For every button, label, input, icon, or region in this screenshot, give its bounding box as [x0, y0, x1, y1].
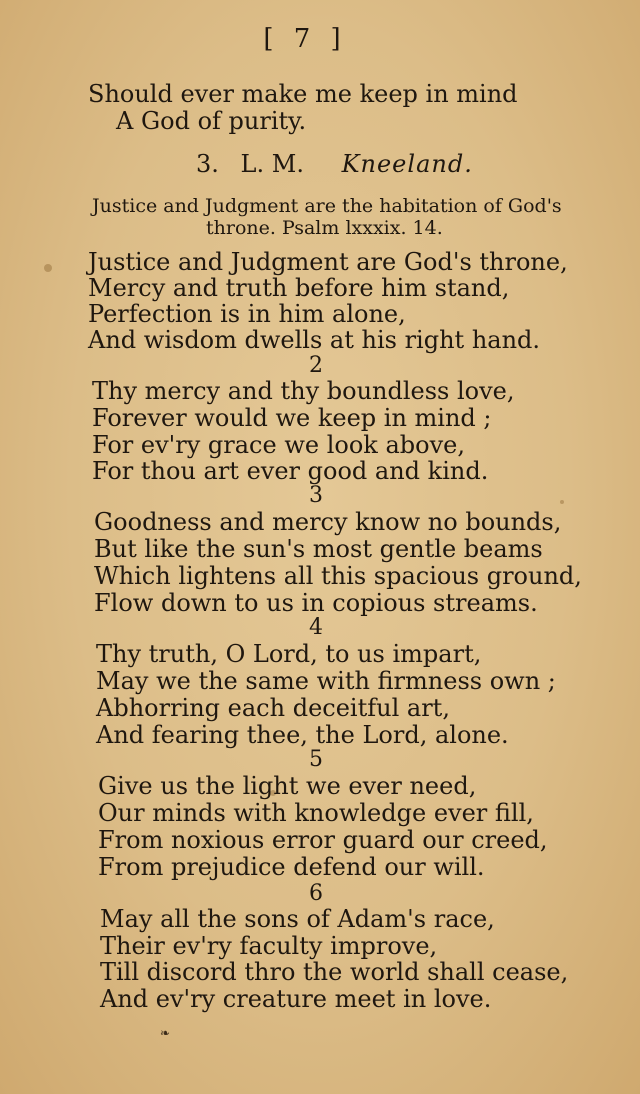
paper-stain	[44, 264, 52, 272]
stanza-number: 2	[309, 353, 323, 378]
verse-line: May we the same with firmness own ;	[96, 667, 556, 695]
verse-line: For thou art ever good and kind.	[92, 457, 489, 485]
hymn-tune: Kneeland.	[341, 150, 473, 178]
stanza-number: 6	[309, 881, 323, 906]
carryover-line: Should ever make me keep in mind	[88, 80, 518, 108]
verse-line: Justice and Judgment are God's throne,	[88, 248, 568, 276]
hymn-subtitle: Justice and Judgment are the habitation of God's	[92, 195, 562, 217]
verse-line: Forever would we keep in mind ;	[92, 404, 492, 432]
verse-line: Abhorring each deceitful art,	[96, 694, 450, 722]
hymn-heading	[196, 150, 473, 178]
hymn-meter: L. M.	[240, 150, 304, 178]
verse-line: Flow down to us in copious streams.	[94, 589, 538, 617]
verse-line: But like the sun's most gentle beams	[94, 535, 543, 563]
verse-line: From noxious error guard our creed,	[98, 826, 548, 854]
verse-line: Our minds with knowledge ever fill,	[98, 799, 534, 827]
verse-line: Give us the light we ever need,	[98, 772, 477, 800]
verse-line: From prejudice defend our will.	[98, 853, 485, 881]
verse-line: Goodness and mercy know no bounds,	[94, 508, 562, 536]
stanza-number: 4	[309, 615, 323, 640]
ornament-icon: ❧	[160, 1026, 171, 1040]
hymn-number: 3.	[196, 150, 219, 178]
verse-line: And ev'ry creature meet in love.	[100, 985, 492, 1013]
verse-line: Till discord thro the world shall cease,	[100, 958, 569, 986]
stanza-number: 5	[309, 747, 323, 772]
carryover-line: A God of purity.	[116, 107, 307, 135]
hymn-subtitle: throne. Psalm lxxxix. 14.	[206, 217, 443, 239]
verse-line: Their ev'ry faculty improve,	[100, 932, 438, 960]
page-number: [ 7 ]	[263, 24, 347, 54]
verse-line: For ev'ry grace we look above,	[92, 431, 465, 459]
verse-line: May all the sons of Adam's race,	[100, 905, 495, 933]
verse-line: And wisdom dwells at his right hand.	[88, 326, 541, 354]
stanza-number: 3	[309, 483, 323, 508]
verse-line: Perfection is in him alone,	[88, 300, 406, 328]
verse-line: Mercy and truth before him stand,	[88, 274, 510, 302]
verse-line: Thy mercy and thy boundless love,	[92, 377, 515, 405]
verse-line: And fearing thee, the Lord, alone.	[96, 721, 509, 749]
verse-line: Which lightens all this spacious ground,	[94, 562, 582, 590]
verse-line: Thy truth, O Lord, to us impart,	[96, 640, 482, 668]
